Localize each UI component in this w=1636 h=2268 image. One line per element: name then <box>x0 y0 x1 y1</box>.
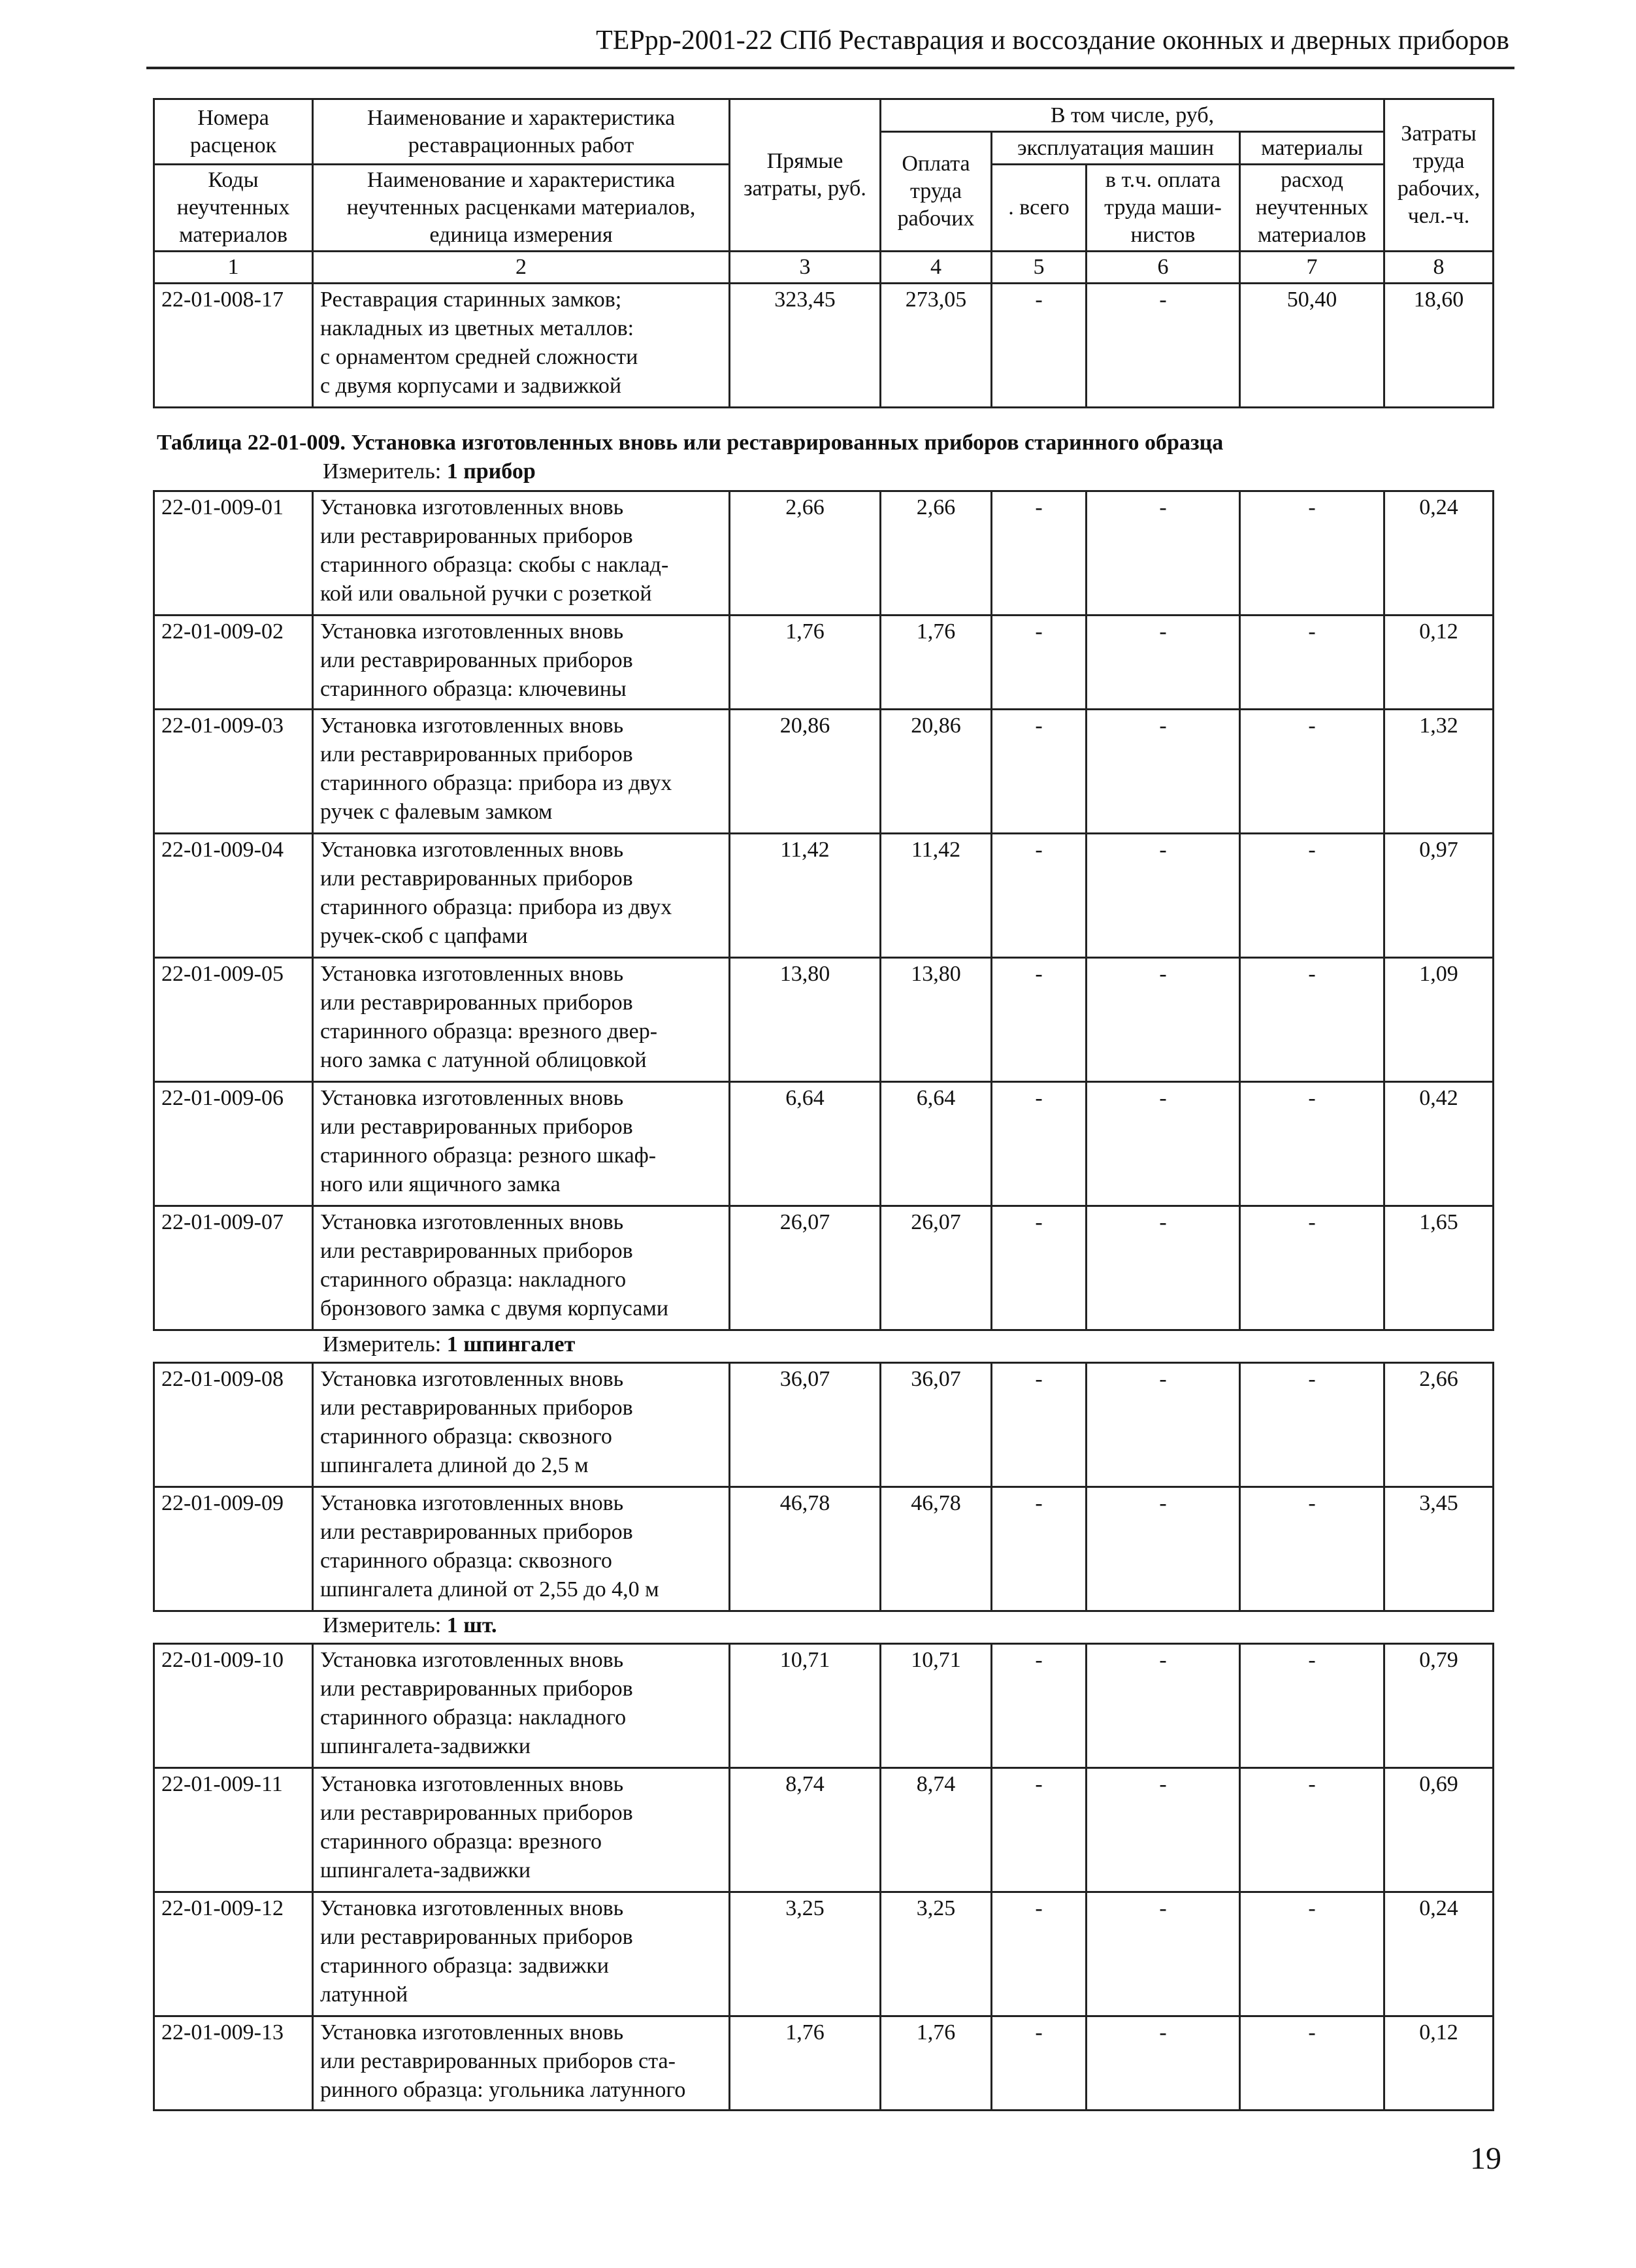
machinist-pay: - <box>1087 491 1240 616</box>
labor-pay: 6,64 <box>881 1082 992 1206</box>
materials-cost: - <box>1240 1082 1384 1206</box>
machinist-pay: - <box>1087 1644 1240 1768</box>
work-name: Установка изготовленных вновь или реставрированных приборов старинного образца: резного шкаф- ного или ящичного замка <box>313 1082 730 1206</box>
rate-code: 22-01-009-13 <box>154 2016 313 2111</box>
table-row <box>154 1363 1494 1487</box>
worker-hours: 1,65 <box>1384 1206 1494 1330</box>
direct-costs: 6,64 <box>730 1082 881 1206</box>
table-row <box>154 491 1494 616</box>
machinist-pay: - <box>1087 2016 1240 2111</box>
table-row <box>154 710 1494 834</box>
labor-pay: 273,05 <box>881 284 992 408</box>
machines-total: - <box>992 1892 1087 2016</box>
header-material-names: Наименование и характеристика неучтенных расценками материалов, единица измерения <box>313 165 730 252</box>
table-row <box>154 616 1494 710</box>
direct-costs: 36,07 <box>730 1363 881 1487</box>
norms-table-block-3 <box>153 1643 1494 2111</box>
materials-cost: - <box>1240 1487 1384 1611</box>
rate-code: 22-01-009-07 <box>154 1206 313 1330</box>
materials-cost: - <box>1240 1363 1384 1487</box>
header-direct-costs: Прямые затраты, руб. <box>730 99 881 252</box>
norms-table-block-2 <box>153 1362 1494 1612</box>
header-labor-pay: Оплата труда рабочих <box>881 132 992 252</box>
header-worker-hours: Затраты труда рабочих, чел.-ч. <box>1384 99 1494 252</box>
table-row <box>154 834 1494 958</box>
machinist-pay: - <box>1087 1363 1240 1487</box>
work-name: Установка изготовленных вновь или реставрированных приборов старинного образца: накладного шпингалета-задвижки <box>313 1644 730 1768</box>
work-name: Установка изготовленных вновь или реставрированных приборов старинного образца: задвижки латунной <box>313 1892 730 2016</box>
work-name: Установка изготовленных вновь или реставрированных приборов старинного образца: прибора из двух ручек с фалевым замком <box>313 710 730 834</box>
table-row <box>154 1768 1494 1892</box>
direct-costs: 13,80 <box>730 958 881 1082</box>
rate-code: 22-01-009-12 <box>154 1892 313 2016</box>
machinist-pay: - <box>1087 1768 1240 1892</box>
header-work-name: Наименование и характеристика реставрационных работ <box>313 99 730 165</box>
direct-costs: 11,42 <box>730 834 881 958</box>
materials-cost: - <box>1240 1206 1384 1330</box>
labor-pay: 26,07 <box>881 1206 992 1330</box>
materials-cost: 50,40 <box>1240 284 1384 408</box>
table-row <box>154 1206 1494 1330</box>
worker-hours: 1,32 <box>1384 710 1494 834</box>
table-row <box>154 2016 1494 2111</box>
labor-pay: 1,76 <box>881 2016 992 2111</box>
column-number: 5 <box>992 252 1087 284</box>
worker-hours: 0,42 <box>1384 1082 1494 1206</box>
labor-pay: 2,66 <box>881 491 992 616</box>
header-materials: материалы <box>1240 132 1384 165</box>
worker-hours: 0,79 <box>1384 1644 1494 1768</box>
meter-prefix: Измеритель: <box>323 1613 447 1637</box>
table-title <box>157 429 1223 457</box>
direct-costs: 3,25 <box>730 1892 881 2016</box>
rate-code: 22-01-009-11 <box>154 1768 313 1892</box>
machines-total: - <box>992 284 1087 408</box>
worker-hours: 2,66 <box>1384 1363 1494 1487</box>
machines-total: - <box>992 1363 1087 1487</box>
rate-code: 22-01-009-08 <box>154 1363 313 1487</box>
worker-hours: 1,09 <box>1384 958 1494 1082</box>
machines-total: - <box>992 1644 1087 1768</box>
machinist-pay: - <box>1087 616 1240 710</box>
materials-cost: - <box>1240 1644 1384 1768</box>
meter-prefix: Измеритель: <box>323 1332 447 1356</box>
worker-hours: 0,24 <box>1384 1892 1494 2016</box>
direct-costs: 10,71 <box>730 1644 881 1768</box>
header-machinist-pay: в т.ч. оплата труда маши-нистов <box>1087 165 1240 252</box>
rate-code: 22-01-009-06 <box>154 1082 313 1206</box>
header-rate-numbers: Номера расценок <box>154 99 313 165</box>
work-name: Установка изготовленных вновь или реставрированных приборов старинного образца: врезного шпингалета-задвижки <box>313 1768 730 1892</box>
header-material-codes: Коды неучтенных материалов <box>154 165 313 252</box>
work-name: Установка изготовленных вновь или реставрированных приборов старинного образца: скобы с наклад- кой или овальной ручки с розеткой <box>313 491 730 616</box>
machines-total: - <box>992 616 1087 710</box>
meter-caption <box>323 1330 575 1359</box>
work-name: Установка изготовленных вновь или реставрированных приборов ста- ринного образца: угольника латунного <box>313 2016 730 2111</box>
machines-total: - <box>992 834 1087 958</box>
materials-cost: - <box>1240 1892 1384 2016</box>
worker-hours: 0,12 <box>1384 2016 1494 2111</box>
column-number: 8 <box>1384 252 1494 284</box>
direct-costs: 26,07 <box>730 1206 881 1330</box>
work-name: Установка изготовленных вновь или реставрированных приборов старинного образца: сквозного шпингалета длиной от 2,55 до 4,0 м <box>313 1487 730 1611</box>
header-machines-total: . всего <box>992 165 1087 252</box>
materials-cost: - <box>1240 1768 1384 1892</box>
worker-hours: 0,12 <box>1384 616 1494 710</box>
meter-unit: 1 прибор <box>446 459 536 484</box>
labor-pay: 8,74 <box>881 1768 992 1892</box>
column-number: 2 <box>313 252 730 284</box>
machinist-pay: - <box>1087 958 1240 1082</box>
work-name: Установка изготовленных вновь или реставрированных приборов старинного образца: накладного бронзового замка с двумя корпусами <box>313 1206 730 1330</box>
meter-caption <box>323 457 536 486</box>
materials-cost: - <box>1240 491 1384 616</box>
rate-code: 22-01-009-05 <box>154 958 313 1082</box>
machinist-pay: - <box>1087 1487 1240 1611</box>
header-machines: эксплуатация машин <box>992 132 1240 165</box>
rate-code: 22-01-009-10 <box>154 1644 313 1768</box>
column-number: 1 <box>154 252 313 284</box>
direct-costs: 323,45 <box>730 284 881 408</box>
machines-total: - <box>992 1487 1087 1611</box>
rate-code: 22-01-009-02 <box>154 616 313 710</box>
machinist-pay: - <box>1087 710 1240 834</box>
labor-pay: 3,25 <box>881 1892 992 2016</box>
page-number: 19 <box>1470 2141 1501 2176</box>
materials-cost: - <box>1240 834 1384 958</box>
direct-costs: 20,86 <box>730 710 881 834</box>
machinist-pay: - <box>1087 284 1240 408</box>
machines-total: - <box>992 1206 1087 1330</box>
table-row <box>154 284 1494 408</box>
meter-unit: 1 шпингалет <box>446 1332 576 1356</box>
machines-total: - <box>992 1768 1087 1892</box>
rate-code: 22-01-009-03 <box>154 710 313 834</box>
work-name: Установка изготовленных вновь или реставрированных приборов старинного образца: прибора из двух ручек-скоб с цапфами <box>313 834 730 958</box>
machines-total: - <box>992 1082 1087 1206</box>
materials-cost: - <box>1240 710 1384 834</box>
direct-costs: 46,78 <box>730 1487 881 1611</box>
worker-hours: 3,45 <box>1384 1487 1494 1611</box>
rate-code: 22-01-009-09 <box>154 1487 313 1611</box>
labor-pay: 46,78 <box>881 1487 992 1611</box>
direct-costs: 1,76 <box>730 2016 881 2111</box>
worker-hours: 0,24 <box>1384 491 1494 616</box>
materials-cost: - <box>1240 616 1384 710</box>
labor-pay: 10,71 <box>881 1644 992 1768</box>
table-row <box>154 1892 1494 2016</box>
table-title-text: Таблица 22-01-009. Установка изготовленных вновь или реставрированных приборов старинного образца <box>157 431 1224 455</box>
machinist-pay: - <box>1087 1892 1240 2016</box>
worker-hours: 18,60 <box>1384 284 1494 408</box>
machinist-pay: - <box>1087 1082 1240 1206</box>
machinist-pay: - <box>1087 834 1240 958</box>
work-name: Установка изготовленных вновь или реставрированных приборов старинного образца: сквозного шпингалета длиной до 2,5 м <box>313 1363 730 1487</box>
direct-costs: 8,74 <box>730 1768 881 1892</box>
header-including: В том числе, руб, <box>881 99 1384 132</box>
machinist-pay: - <box>1087 1206 1240 1330</box>
direct-costs: 2,66 <box>730 491 881 616</box>
rate-code: 22-01-008-17 <box>154 284 313 408</box>
norms-table-block-1 <box>153 490 1494 1331</box>
machines-total: - <box>992 491 1087 616</box>
table-row <box>154 1082 1494 1206</box>
meter-caption <box>323 1611 497 1640</box>
work-name: Установка изготовленных вновь или реставрированных приборов старинного образца: ключевины <box>313 616 730 710</box>
worker-hours: 0,69 <box>1384 1768 1494 1892</box>
machines-total: - <box>992 2016 1087 2111</box>
labor-pay: 13,80 <box>881 958 992 1082</box>
meter-unit: 1 шт. <box>446 1613 497 1637</box>
rate-code: 22-01-009-01 <box>154 491 313 616</box>
page-header <box>146 17 1514 69</box>
page-header-title: ТЕРрр-2001-22 СПб Реставрация и воссоздание оконных и дверных приборов <box>596 25 1509 56</box>
work-name: Реставрация старинных замков; накладных из цветных металлов: с орнаментом средней сложности с двумя корпусами и задвижкой <box>313 284 730 408</box>
materials-cost: - <box>1240 958 1384 1082</box>
column-number: 6 <box>1087 252 1240 284</box>
table-row <box>154 958 1494 1082</box>
labor-pay: 1,76 <box>881 616 992 710</box>
column-number: 7 <box>1240 252 1384 284</box>
worker-hours: 0,97 <box>1384 834 1494 958</box>
table-row <box>154 1487 1494 1611</box>
labor-pay: 36,07 <box>881 1363 992 1487</box>
meter-prefix: Измеритель: <box>323 459 447 484</box>
header-material-consumption: расход неучтенных материалов <box>1240 165 1384 252</box>
column-number: 4 <box>881 252 992 284</box>
materials-cost: - <box>1240 2016 1384 2111</box>
direct-costs: 1,76 <box>730 616 881 710</box>
labor-pay: 20,86 <box>881 710 992 834</box>
machines-total: - <box>992 710 1087 834</box>
table-row <box>154 1644 1494 1768</box>
column-number: 3 <box>730 252 881 284</box>
labor-pay: 11,42 <box>881 834 992 958</box>
work-name: Установка изготовленных вновь или реставрированных приборов старинного образца: врезного двер- ного замка с латунной облицовкой <box>313 958 730 1082</box>
rate-code: 22-01-009-04 <box>154 834 313 958</box>
machines-total: - <box>992 958 1087 1082</box>
norms-table-header <box>153 98 1494 408</box>
